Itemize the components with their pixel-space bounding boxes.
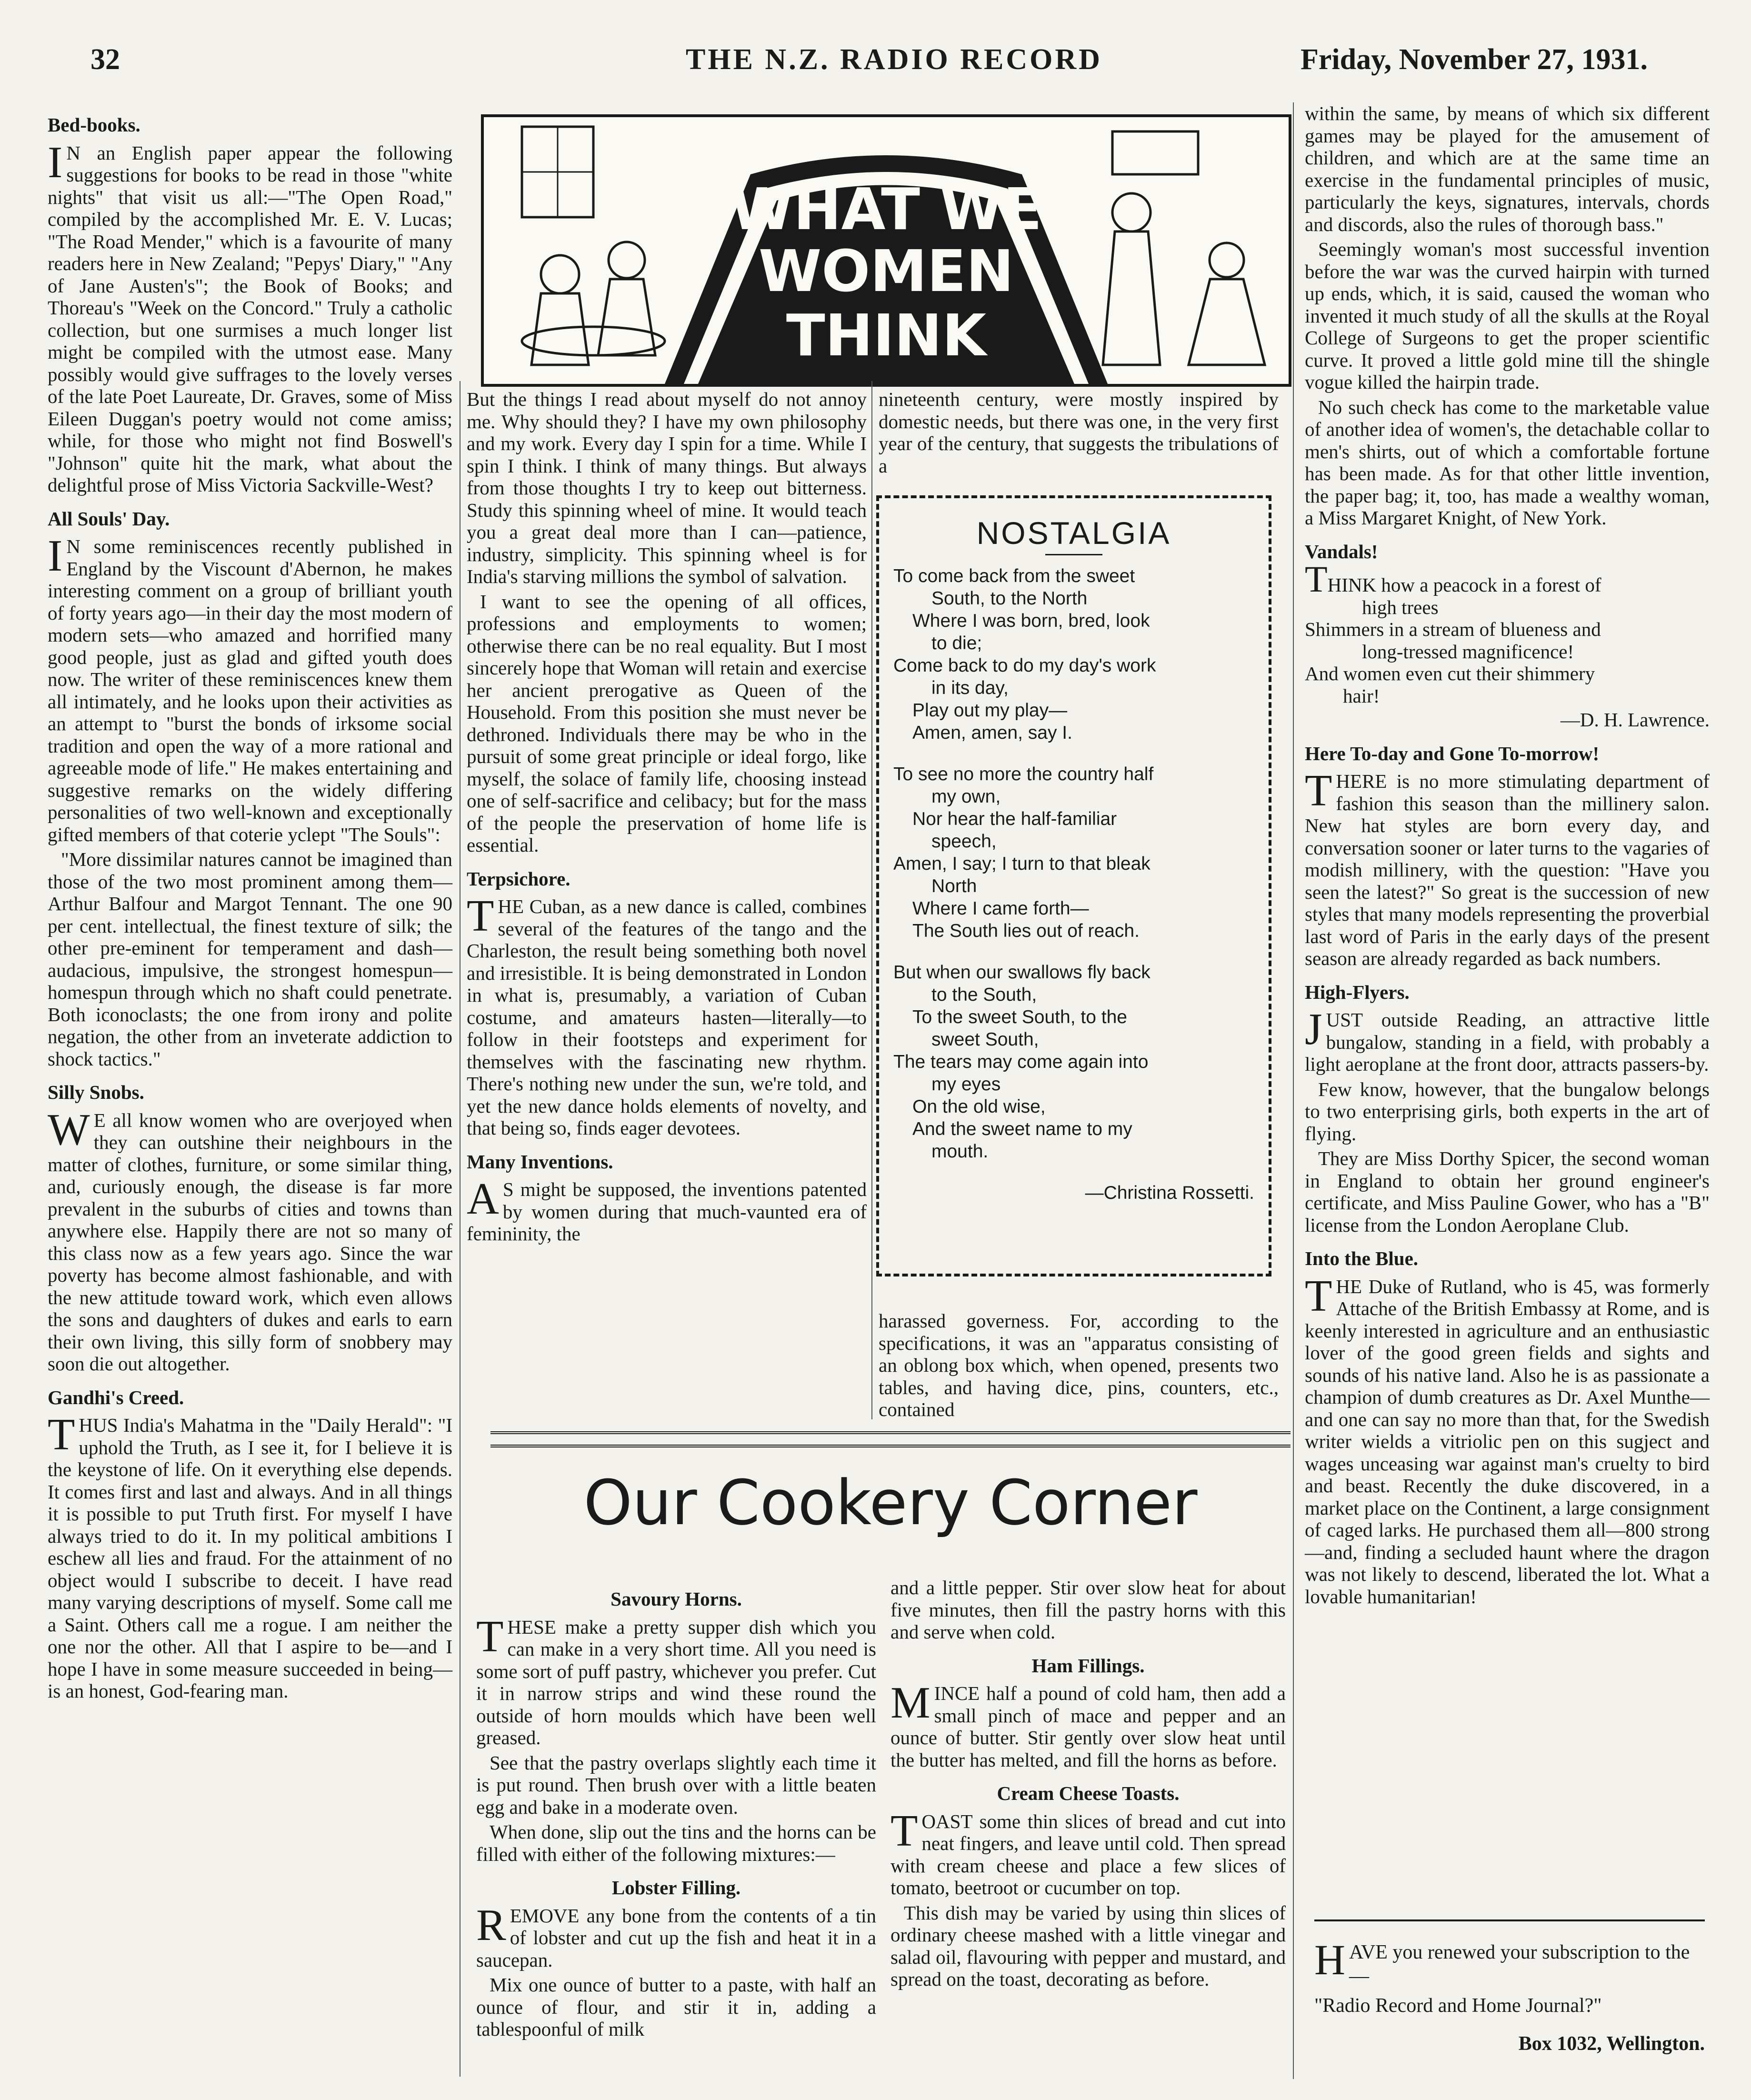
inventions-continued-2: harassed governess. For, according to the specifications, it was an "apparatus consisting of an oblong box which, when opened, presents two tables, and having dice, pins, counters, etc., contained: [879, 1310, 1279, 1420]
article-all-souls-quote: "More dissimilar natures cannot be imagined than those of the two most prominent among them—Arthur Balfour and Margot Tennant. The one 90 per cent. intellectual, the finest texture of silk; the other pre-eminent for temperament and dash—audacious, impulsive, the strongest homespun—homespun through which no shaft could penetrate. Both iconoclasts; the one from irony and polite negation, the other from an inveterate addiction to shock tactics.": [48, 848, 452, 1070]
column-2: [467, 388, 867, 1248]
column-3-bottom: [879, 1310, 1279, 1424]
cookery-column-b: and a little pepper. Stir over slow heat for about five minutes, then fill the pastry horns with this and serve when cold. Ham Fillings. MINCE half a pound of cold ham, then add a small pinch of mace and pepper and an ounce of butter. Stir gently over slow heat until the butter has melted, and fill the horns as before. Cream Cheese Toasts. TOAST some thin slices of bread and cut into neat fingers, and leave until cold. Then spread with cream cheese and place a few slices of tomato, beetroot or cucumber on top. This dish may be varied by using thin slices of ordinary cheese mashed with a little vinegar and salad oil, flavouring with pepper and mustard, and spread on the toast, decorating as before.: [891, 1577, 1286, 1990]
what-we-women-think-banner: [481, 114, 1291, 387]
heading-bed-books: Bed-books.: [48, 114, 140, 136]
vandals-credit: —D. H. Lawrence.: [1560, 709, 1710, 731]
heading-all-souls: All Souls' Day.: [48, 507, 170, 530]
article-here-today: THERE is no more stimulating department of fashion this season than the millinery salon. New hat styles are born every day, and conversation sooner or later turns to the vagaries of modish millinery, with the question: "Have you seen the latest?" So great is the succession of new styles that many models representing the proverbial last word of Paris in the early days of the present season are already regarded as back numbers.: [1305, 766, 1710, 969]
column-rule: [871, 381, 872, 1419]
drop-cap: R: [476, 1900, 506, 1950]
column-rule: [1293, 102, 1294, 2079]
drop-cap: T: [1305, 1271, 1332, 1321]
heading-vandals: Vandals!: [1305, 540, 1378, 563]
heading-here-today: Here To-day and Gone To-morrow!: [1305, 742, 1600, 764]
heading-lobster-filling: Lobster Filling.: [611, 1877, 741, 1899]
poem-title-rule: [1045, 554, 1102, 555]
subscription-notice: HAVE you renewed your subscription to the— "Radio Record and Home Journal?" Box 1032, Wellington.: [1314, 1919, 1705, 2056]
drop-cap: T: [1305, 558, 1328, 600]
drop-cap: M: [891, 1678, 931, 1728]
gandhi-continued-1: But the things I read about myself do not annoy me. Why should they? I have my own philosophy and my work. Every day I spin for a time. While I spin I think. I think of many things. But always from those thoughts I try to keep out bitterness. Study this spinning wheel of mine. It would teach you a great deal more than I can—patience, industry, simplicity. This spinning wheel is for India's starving millions the symbol of salvation.: [467, 388, 867, 587]
collar-paragraph: No such check has come to the marketable value of another idea of women's, the detachable collar to men's shirts, out of which a comfortable fortune has been made. As for that other little invention, the paper bag; it, too, has made a wealthy woman, a Miss Margaret Knight, of New York.: [1305, 396, 1710, 529]
column-4: within the same, by means of which six different games may be played for the amusement of children, and which are at the same time an exercise in the fundamental principles of music, particularly the keys, signatures, intervals, chords and discords, also the rules of thorough bass." Seemingly woman's most successful invention before the war was the curved hairpin with turned up ends, which, it is said, caused the woman who invented it much study of all the skulls at the Royal College of Surgeons to get the proper scientific curve. It proved a little gold mine till the shingle vogue killed the hairpin trade. No such check has come to the marketable value of another idea of women's, the detachable collar to men's shirts, out of which a comfortable fortune has been made. As for that other little invention, the paper bag; it, too, has made a wealthy woman, a Miss Margaret Knight, of New York. Vandals! THINK how a peacock in a forest of high trees Shimmers in a stream of blueness and long-tressed magnificence! And women even cut their shimmery hair! —D. H. Lawrence. Here To-day and Gone To-morrow! THERE is no more stimulating department of fashion this season than the millinery salon. New hat styles are born every day, and conversation sooner or later turns to the vagaries of modish millinery, with the question: "Have you seen the latest?" So great is the succession of new styles that many models representing the proverbial last word of Paris in the early days of the present season are already regarded as back numbers. High-Flyers. JUST outside Reading, an attractive little bungalow, standing in a field, with probably a light aeroplane at the front door, attracts passers-by. Few know, however, that the bungalow belongs to two enterprising girls, both experts in the art of flying. They are Miss Dorthy Spicer, the second woman in England to obtain her ground engineer's certificate, and Miss Pauline Gower, who has a "B" license from the London Aeroplane Club. Into the Blue. THE Duke of Rutland, who is 45, was formerly Attache of the British Embassy at Rome, and is keenly interested in agriculture and an enthusiastic lover of the good green fields and sights and sounds of his native land. Also he is as passionate a champion of dumb creatures as Dr. Axel Munthe—and one can say no more than that, for the Swedish writer wields a vitriolic pen on this sugject and wages unceasing war against man's cruelty to bird and beast. Recently the duke discovered, in a market place on the Continent, a large consignment of caged larks. He purchased them all—800 strong—and, finding a secluded haunt where the dragon was not likely to descend, liberated the lot. What a lovable humanitarian!: [1305, 102, 1710, 1608]
banner-illustration: [484, 117, 1289, 384]
journal-name: "Radio Record and Home Journal?": [1314, 1995, 1602, 2017]
recipe-cream-cheese-toasts: TOAST some thin slices of bread and cut into neat fingers, and leave until cold. Then spread with cream cheese and place a few slices of tomato, beetroot or cucumber on top.: [891, 1806, 1286, 1899]
drop-cap: J: [1305, 1005, 1322, 1054]
article-into-the-blue: THE Duke of Rutland, who is 45, was formerly Attache of the British Embassy at Rome, and is keenly interested in agriculture and an enthusiastic lover of the good green fields and sights and sounds of his native land. Also he is as passionate a champion of dumb creatures as Dr. Axel Munthe—and one can say no more than that, for the Swedish writer wields a vitriolic pen on this sugject and wages unceasing war against man's cruelty to bird and beast. Recently the duke discovered, in a market place on the Continent, a large consignment of caged larks. He purchased them all—800 strong—and, finding a secluded haunt where the dragon was not likely to descend, liberated the lot. What a lovable humanitarian!: [1305, 1271, 1710, 1608]
mailing-address: Box 1032, Wellington.: [1518, 2033, 1705, 2055]
lobster-continued: and a little pepper. Stir over slow heat for about five minutes, then fill the pastry horns with this and serve when cold.: [891, 1577, 1286, 1643]
article-many-inventions: A S might be supposed, the inventions patented by women during that much-vaunted era of femininity, the: [467, 1174, 867, 1245]
page-header: [48, 43, 1705, 81]
heading-many-inventions: Many Inventions.: [467, 1150, 613, 1173]
heading-cream-cheese-toasts: Cream Cheese Toasts.: [997, 1782, 1180, 1804]
banner-line-3: THINK: [786, 303, 987, 369]
drop-cap: T: [1305, 766, 1332, 815]
article-gandhi: THUS India's Mahatma in the "Daily Herald": "I uphold the Truth, as I see it, for I believe it is the keystone of life. On it everything else depends. It comes first and last and always. And in all things it is possible to put Truth first. For myself I have always tried to do it. In my political ambitions I eschew all lies and fraud. For the attainment of no object would I subscribe to deceit. I have read many varying descriptions of myself. Some call me a Saint. Others call me a rogue. I am neither the one nor the other. All that I aspire to be—and I hope I have in some measure succeeded in being—is an honest, God-fearing man.: [48, 1410, 452, 1702]
drop-cap: T: [48, 1410, 75, 1459]
inventions-continued: nineteenth century, were mostly inspired by domestic needs, but there was one, in the very first year of the century, that suggests the tribulations of a: [879, 388, 1279, 477]
drop-cap: H: [1314, 1937, 1345, 1984]
heading-ham-fillings: Ham Fillings.: [1031, 1654, 1145, 1677]
drop-cap: T: [467, 891, 494, 941]
drop-cap: T: [476, 1611, 504, 1661]
drop-cap: W: [48, 1105, 90, 1155]
recipe-savoury-horns: THESE make a pretty supper dish which you can make in a very short time. All you need is some sort of puff pastry, whichever you prefer. Cut it in narrow strips and wind these round the outside of horn moulds which have been well greased.: [476, 1611, 876, 1748]
column-1: [48, 102, 452, 1705]
article-terpsichore: THE Cuban, as a new dance is called, combines several of the features of the tango and the Charleston, the result being something both novel and irresistible. It is being demonstrated in London in what is, presumably, a variation of Cuban costume, and amateurs hasten—literally—to follow in their footsteps and experiment for themselves with the fascinating new rhythm. There's nothing new under the sun, we're told, and yet the new dance holds elements of novelty, and that being so, finds eager devotees.: [467, 891, 867, 1139]
poem-box-nostalgia: [876, 495, 1271, 1276]
hairpin-paragraph: Seemingly woman's most successful invention before the war was the curved hairpin with turned up ends, which, it is said, caused the woman who invented it much study of all the skulls at the Royal College of Surgeons to get the proper scientific curve. It proved a little gold mine till the shingle vogue killed the hairpin trade.: [1305, 238, 1710, 393]
inventions-continued-3: within the same, by means of which six different games may be played for the amusement of children, and which are at the same time an exercise in the fundamental principles of music, particularly the keys, signatures, intervals, chords and discords, also the rules of thorough bass.": [1305, 102, 1710, 235]
banner-line-2: WOMEN: [758, 239, 1014, 305]
recipe-ham-fillings: MINCE half a pound of cold ham, then add a small pinch of mace and pepper and an ounce of butter. Stir gently over slow heat until the butter has melted, and fill the horns as before.: [891, 1678, 1286, 1771]
heading-terpsichore: Terpsichore.: [467, 867, 570, 890]
poem-stanza-2: To see no more the country half my own, Nor hear the half-familiar speech, Amen, I say; I turn to that bleak North Where I came forth— The South lies out of reach.: [893, 764, 1154, 941]
cookery-column-a: Savoury Horns. THESE make a pretty supper dish which you can make in a very short time. All you need is some sort of puff pastry, whichever you prefer. Cut it in narrow strips and wind these round the outside of horn moulds which have been well greased. See that the pastry overlaps slightly each time it is put round. Then brush over with a little beaten egg and bake in a moderate oven. When done, slip out the tins and the horns can be filled with either of the following mixtures:— Lobster Filling. REMOVE any bone from the contents of a tin of lobster and cut up the fish and heat it in a saucepan. Mix one ounce of butter to a paste, with half an ounce of flour, and stir it in, adding a tablespoonful of milk: [476, 1588, 876, 2040]
publication-title: THE N.Z. RADIO RECORD: [686, 43, 1102, 76]
section-divider: [490, 1431, 1291, 1447]
heading-savoury-horns: Savoury Horns.: [610, 1588, 742, 1610]
poem-stanza-1: To come back from the sweet South, to the North Where I was born, bred, look to die; Come back to do my day's work in its day, Play out my play— Amen, amen, say I.: [893, 566, 1156, 743]
heading-silly-snobs: Silly Snobs.: [48, 1081, 144, 1103]
drop-cap: T: [891, 1806, 918, 1856]
article-silly-snobs: W E all know women who are overjoyed when they can outshine their neighbours in the matter of clothes, furniture, or some similar thing, and, curiously enough, the disease is far more prevalent in the suburbs of cities and towns than anywhere else. Happily there are not so many of this class now as a few years ago. Since the war poverty has become almost fashionable, and with the new attitude toward work, which even allows the sons and daughters of dukes and earls to earn their own living, this silly form of snobbery may soon die out altogether.: [48, 1105, 452, 1375]
page-number: 32: [90, 43, 120, 76]
poem-vandals: THINK how a peacock in a forest of high trees Shimmers in a stream of blueness and long-tressed magnificence! And women even cut their shimmery hair! —D. H. Lawrence.: [1305, 558, 1710, 731]
poem-credit: —Christina Rossetti.: [1085, 1183, 1254, 1203]
article-bed-books: I N an English paper appear the following suggestions for books to be read in those "white nights" that visit us all:—"The Open Road," compiled by the accomplished Mr. E. V. Lucas; "The Road Mender," which is a favourite of many readers here in New Zealand; "Pepys' Diary," "Any of Jane Austen's"; the Book of Books; and Thoreau's "Week on the Concord." Truly a catholic collection, but one surmises a much longer list might be compiled with the utmost ease. Many possibly would give suffrages to the lovely verses of the late Poet Laureate, Dr. Graves, some of Miss Eileen Duggan's poetry would not come amiss; while, for those who might not find Boswell's "Johnson" quite hit the mark, what about the delightful prose of Miss Victoria Sackville-West?: [48, 137, 452, 496]
drop-cap: I: [48, 531, 63, 581]
recipe-lobster-filling: REMOVE any bone from the contents of a tin of lobster and cut up the fish and heat it in a saucepan.: [476, 1900, 876, 1971]
poem-stanza-3: But when our swallows fly back to the South, To the sweet South, to the sweet South, The tears may come again into my eyes On the old wise, And the sweet name to my mouth.: [893, 962, 1151, 1162]
heading-gandhi: Gandhi's Creed.: [48, 1386, 184, 1408]
cookery-corner-title: Our Cookery Corner: [583, 1467, 1198, 1539]
gandhi-continued-2: I want to see the opening of all offices, professions and employments to women; otherwise there can be no real equality. But I most sincerely hope that Woman will retain and exercise her ancient prerogative as Queen of the Household. From this position she must never be dethroned. Individuals there may be who in the pursuit of some great principle or ideal forgo, like myself, the solace of family life, choosing instead one of self-sacrifice and celibacy; but for the mass of the people the preservation of home life is essential.: [467, 590, 867, 856]
heading-high-flyers: High-Flyers.: [1305, 981, 1410, 1003]
article-all-souls: I N some reminiscences recently published in England by the Viscount d'Abernon, he makes interesting comment on a group of brilliant youth of forty years ago—in their day the most modern of modern sets—who amazed and horrified many good people, just as glad and gifted youth does now. The writer of these reminiscences knew them all intimately, and he looks upon their activities as an attempt to "burst the bonds of irksome social tradition and open the way of a more rational and agreeable mode of life." He makes entertaining and suggestive remarks on the widely differing personalities of two well-known and exceptionally gifted members of that coterie yclept "The Souls":: [48, 531, 452, 845]
drop-cap: A: [467, 1174, 499, 1224]
column-3-top: [879, 388, 1279, 480]
article-high-flyers: JUST outside Reading, an attractive little bungalow, standing in a field, with probably a light aeroplane at the front door, attracts passers-by.: [1305, 1005, 1710, 1075]
banner-line-1: WHAT WE: [730, 177, 1042, 243]
poem-title: NOSTALGIA: [976, 515, 1171, 551]
heading-into-the-blue: Into the Blue.: [1305, 1247, 1419, 1269]
issue-date: Friday, November 27, 1931.: [1300, 43, 1648, 76]
drop-cap: I: [48, 137, 63, 187]
